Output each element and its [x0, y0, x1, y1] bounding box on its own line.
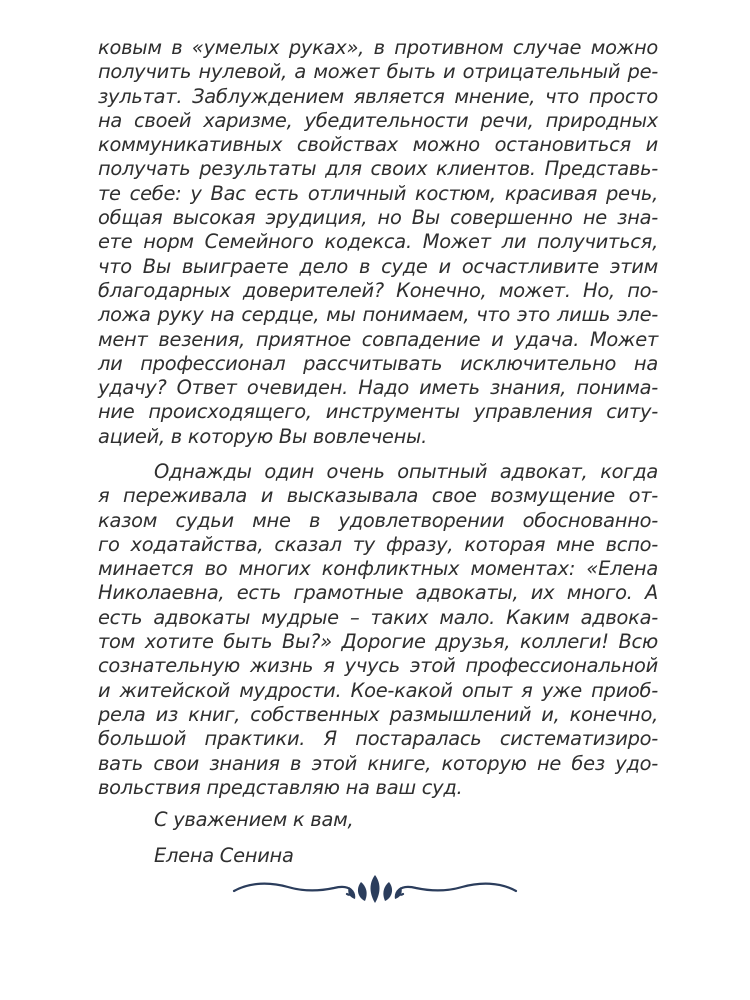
paragraph-line: большой практики. Я постаралась систематизиро- [98, 727, 658, 751]
paragraph-line: зультат. Заблуждением является мнение, что просто [98, 84, 658, 108]
paragraph-line: го ходатайства, сказал ту фразу, которая мне вспо- [98, 532, 658, 556]
paragraph-line: получать результаты для своих клиентов. Представь- [98, 157, 658, 181]
leaf-flourish-icon [230, 870, 520, 910]
paragraph-line: я переживала и высказывала свое возмущение от- [98, 484, 658, 508]
paragraph-line: ложа руку на сердце, мы понимаем, что это лишь эле- [98, 303, 658, 327]
paragraph-line: сознательную жизнь я учусь этой профессиональной [98, 654, 658, 678]
paragraph-line: ли профессионал рассчитывать исключительно на [98, 351, 658, 375]
paragraph-line: благодарных доверителей? Конечно, может. Но, по- [98, 278, 658, 302]
closing-greeting: С уважением к вам, [154, 808, 354, 831]
paragraph-line: те себе: у Вас есть отличный костюм, красивая речь, [98, 181, 658, 205]
paragraph-line: казом судьи мне в удовлетворении обоснованно- [98, 508, 658, 532]
paragraph-line: мент везения, приятное совпадение и удача. Может [98, 327, 658, 351]
paragraph-line: ете норм Семейного кодекса. Может ли получиться, [98, 230, 658, 254]
paragraph-line: вольствия представляю на ваш суд. [98, 775, 463, 799]
paragraph-line: минается во многих конфликтных моментах: «Елена [98, 557, 658, 581]
paragraph-line: общая высокая эрудиция, но Вы совершенно не зна- [98, 206, 658, 230]
paragraph-line: на своей харизме, убедительности речи, природных [98, 108, 658, 132]
paragraph-line: коммуникативных свойствах можно остановиться и [98, 133, 658, 157]
paragraph-line: удачу? Ответ очевиден. Надо иметь знания, понима- [98, 376, 658, 400]
paragraph-line: Николаевна, есть грамотные адвокаты, их много. А [98, 581, 658, 605]
paragraph-line: есть адвокаты мудрые – таких мало. Каким адвока- [98, 605, 658, 629]
paragraph-line: и житейской мудрости. Кое-какой опыт я уже приоб- [98, 678, 658, 702]
paragraph-line: ковым в «умелых руках», в противном случае можно [98, 36, 658, 59]
paragraph-line: что Вы выиграете дело в суде и осчастливите этим [98, 254, 658, 278]
paragraph-line: ацией, в которую Вы вовлечены. [98, 424, 427, 448]
paragraph-line: Однажды один очень опытный адвокат, когда [154, 460, 658, 483]
paragraph-line: том хотите быть Вы?» Дорогие друзья, коллеги! Всю [98, 630, 658, 654]
paragraph-line: ние происходящего, инструменты управления ситу- [98, 400, 658, 424]
paragraph-line: получить нулевой, а может быть и отрицательный ре- [98, 60, 658, 84]
paragraph-line: рела из книг, собственных размышлений и, конечно, [98, 702, 658, 726]
paragraph-line: вать свои знания в этой книге, которую не без удо- [98, 751, 658, 775]
paragraph-1 [98, 36, 658, 449]
paragraph-2 [98, 460, 658, 800]
author-signature: Елена Сенина [154, 844, 294, 867]
